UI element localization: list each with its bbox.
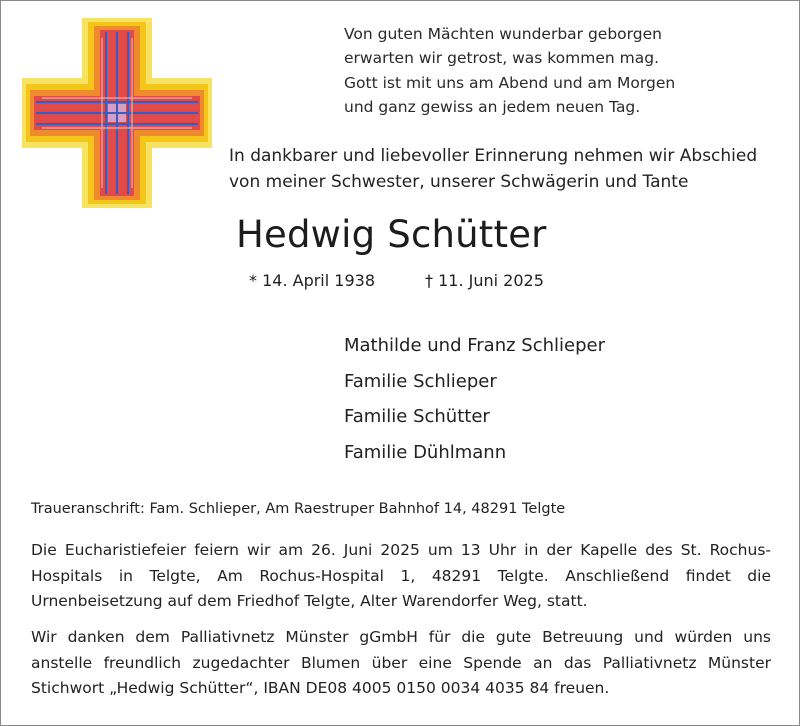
mourner-item: Familie Dühlmann xyxy=(344,441,507,463)
intro-line: In dankbarer und liebevoller Erinnerung nehmen wir Abschied xyxy=(229,146,758,166)
poem xyxy=(344,22,675,120)
mourning-address: Traueranschrift: Fam. Schlieper, Am Raestruper Bahnhof 14, 48291 Telgte xyxy=(31,501,566,517)
intro-line: von meiner Schwester, unserer Schwägerin und Tante xyxy=(229,172,689,192)
birth-date: * 14. April 1938 xyxy=(249,271,375,290)
cross-emblem-icon xyxy=(22,18,212,208)
mourner-item: Familie Schlieper xyxy=(344,370,497,392)
mourner-item: Mathilde und Franz Schlieper xyxy=(344,335,605,356)
poem-line: erwarten wir getrost, was kommen mag. xyxy=(344,49,660,68)
service-line: Urnenbeisetzung auf dem Friedhof Telgte, Alter Warendorfer Weg, statt. xyxy=(31,592,588,610)
service-paragraph xyxy=(31,538,771,615)
mourner-item: Familie Schütter xyxy=(344,406,490,427)
donation-line: Stichwort „Hedwig Schütter“, IBAN DE08 4005 0150 0034 4035 84 freuen. xyxy=(31,679,610,697)
service-line: Die Eucharistiefeier feiern wir am 26. Juni 2025 um 13 Uhr in der Kapelle des St. Rochus- xyxy=(31,541,771,559)
donation-line: Wir danken dem Palliativnetz Münster gGmbH für die gute Betreuung und würden uns xyxy=(31,628,771,646)
poem-line: und ganz gewiss an jedem neuen Tag. xyxy=(344,98,641,117)
poem-line: Von guten Mächten wunderbar geborgen xyxy=(344,25,662,43)
mourners-list xyxy=(344,328,605,470)
donation-paragraph xyxy=(31,625,771,702)
intro-text xyxy=(229,143,757,195)
death-date: † 11. Juni 2025 xyxy=(425,271,544,290)
poem-line: Gott ist mit uns am Abend und am Morgen xyxy=(344,73,676,92)
donation-line: anstelle freundlich zugedachter Blumen über eine Spende an das Palliativnetz Münster xyxy=(31,653,771,672)
service-line: Hospitals in Telgte, Am Rochus-Hospital 1, 48291 Telgte. Anschließend findet die xyxy=(31,566,771,585)
deceased-name: Hedwig Schütter xyxy=(236,213,547,256)
